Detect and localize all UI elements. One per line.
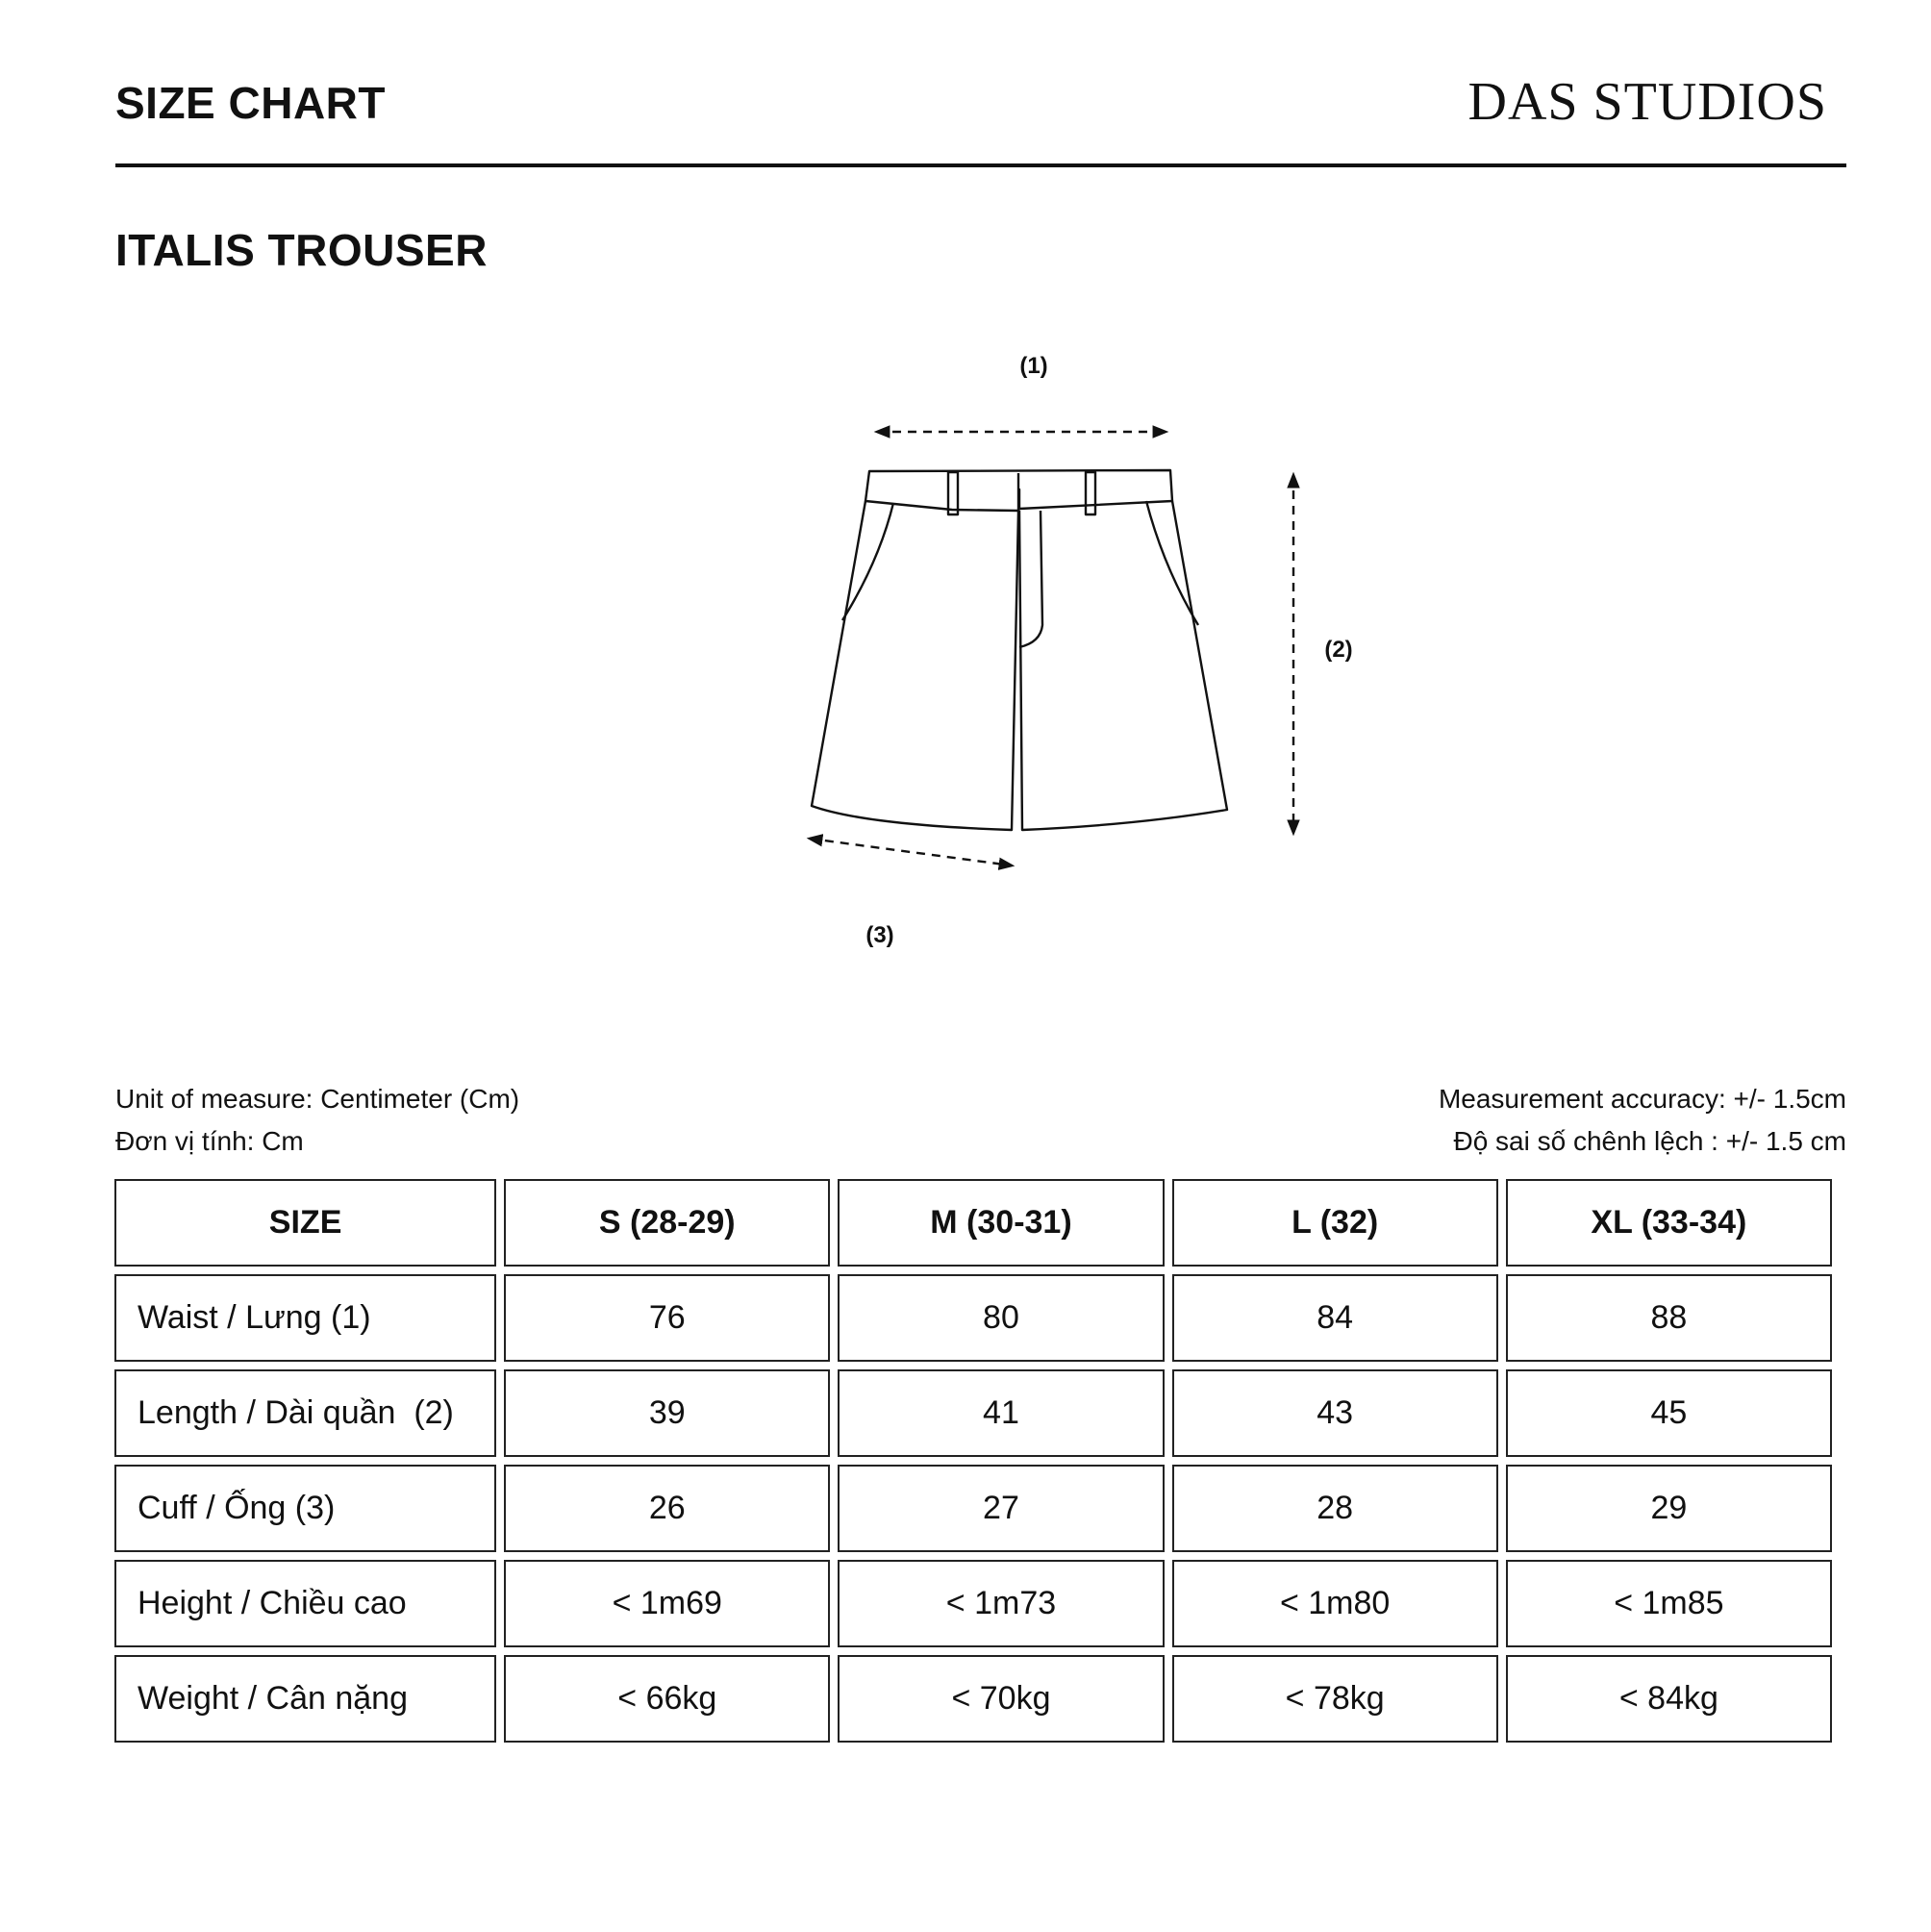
table-cell: < 78kg xyxy=(1172,1655,1498,1743)
row-label: Length / Dài quần (2) xyxy=(114,1369,496,1457)
product-name: ITALIS TROUSER xyxy=(115,225,488,275)
table-cell: < 84kg xyxy=(1506,1655,1832,1743)
table-cell: < 66kg xyxy=(504,1655,830,1743)
accuracy-note-vi: Độ sai số chênh lệch : +/- 1.5 cm xyxy=(1453,1126,1846,1156)
page-title: SIZE CHART xyxy=(115,78,386,128)
table-row xyxy=(114,1369,1832,1457)
table-cell: 27 xyxy=(838,1465,1164,1552)
belt-loop-left xyxy=(948,472,958,514)
header-cell: S (28-29) xyxy=(504,1179,830,1267)
left-leg-shape xyxy=(812,501,1018,830)
belt-loop-right xyxy=(1086,472,1095,514)
unit-note-vi: Đơn vị tính: Cm xyxy=(115,1126,304,1156)
header-cell: M (30-31) xyxy=(838,1179,1164,1267)
header-cell: L (32) xyxy=(1172,1179,1498,1267)
table-cell: 45 xyxy=(1506,1369,1832,1457)
table-cell: < 1m80 xyxy=(1172,1560,1498,1647)
table-cell: < 1m69 xyxy=(504,1560,830,1647)
pocket-left xyxy=(842,503,893,620)
table-cell: 76 xyxy=(504,1274,830,1362)
table-cell: 29 xyxy=(1506,1465,1832,1552)
table-cell: 26 xyxy=(504,1465,830,1552)
table-cell: < 1m85 xyxy=(1506,1560,1832,1647)
row-label: Height / Chiều cao xyxy=(114,1560,496,1647)
brand-logo: DAS STUDIOS xyxy=(1467,72,1827,132)
row-label: Cuff / Ống (3) xyxy=(114,1465,496,1552)
header-cell: SIZE xyxy=(114,1179,496,1267)
fly-shape xyxy=(1019,511,1042,647)
label-length: (2) xyxy=(1324,637,1353,663)
table-cell: 41 xyxy=(838,1369,1164,1457)
table-cell: 84 xyxy=(1172,1274,1498,1362)
header-divider xyxy=(115,163,1846,167)
row-label: Waist / Lưng (1) xyxy=(114,1274,496,1362)
table-cell: 88 xyxy=(1506,1274,1832,1362)
table-row xyxy=(114,1655,1832,1743)
unit-note-en: Unit of measure: Centimeter (Cm) xyxy=(115,1084,520,1114)
right-leg-shape xyxy=(1019,501,1227,830)
table-cell: 43 xyxy=(1172,1369,1498,1457)
label-waist: (1) xyxy=(1019,353,1048,379)
accuracy-note-en: Measurement accuracy: +/- 1.5cm xyxy=(1438,1084,1846,1114)
size-table xyxy=(107,1171,1840,1750)
table-row xyxy=(114,1560,1832,1647)
row-label: Weight / Cân nặng xyxy=(114,1655,496,1743)
table-cell: 80 xyxy=(838,1274,1164,1362)
table-row xyxy=(114,1274,1832,1362)
header-cell: XL (33-34) xyxy=(1506,1179,1832,1267)
table-cell: 39 xyxy=(504,1369,830,1457)
cuff-arrow xyxy=(810,839,1012,866)
table-header-row xyxy=(114,1179,1832,1267)
table-cell: < 1m73 xyxy=(838,1560,1164,1647)
table-row xyxy=(114,1465,1832,1552)
table-cell: < 70kg xyxy=(838,1655,1164,1743)
table-cell: 28 xyxy=(1172,1465,1498,1552)
label-cuff: (3) xyxy=(865,922,894,948)
trouser-diagram xyxy=(0,327,1931,962)
